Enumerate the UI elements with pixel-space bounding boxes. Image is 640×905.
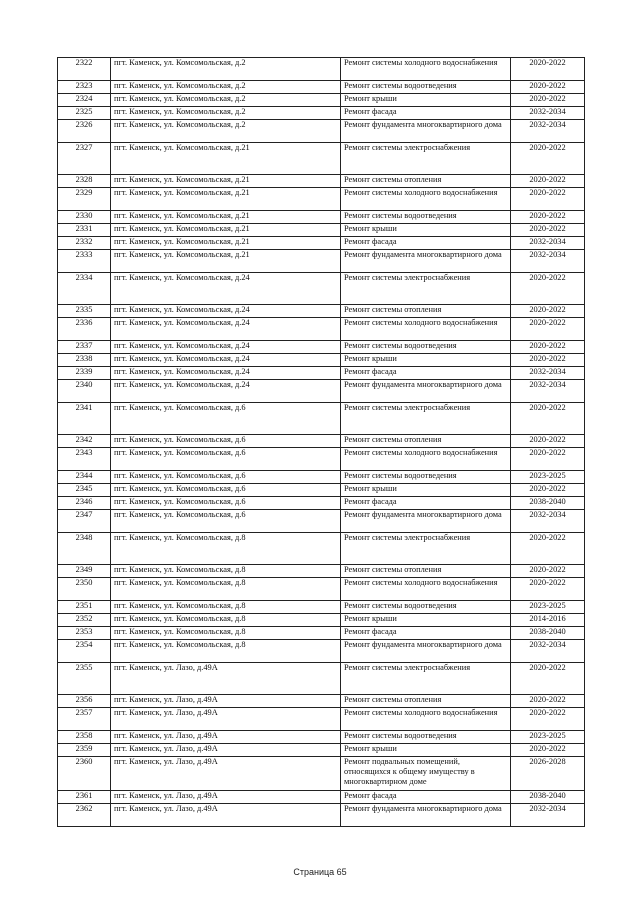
row-number: 2341	[58, 403, 111, 435]
table-row	[58, 237, 585, 250]
row-work-type: Ремонт подвальных помещений, относящихся к общему имуществу в многоквартирном доме	[341, 757, 511, 791]
row-number: 2344	[58, 471, 111, 484]
row-address: пгт. Каменск, ул. Комсомольская, д.6	[111, 510, 341, 533]
row-number: 2335	[58, 305, 111, 318]
row-number: 2327	[58, 143, 111, 175]
row-work-type: Ремонт крыши	[341, 484, 511, 497]
row-period: 2020-2022	[511, 744, 585, 757]
row-number: 2336	[58, 318, 111, 341]
table-row	[58, 318, 585, 341]
row-address: пгт. Каменск, ул. Комсомольская, д.2	[111, 120, 341, 143]
row-number: 2328	[58, 175, 111, 188]
row-number: 2358	[58, 731, 111, 744]
row-address: пгт. Каменск, ул. Лазо, д.49А	[111, 791, 341, 804]
row-work-type: Ремонт крыши	[341, 354, 511, 367]
row-address: пгт. Каменск, ул. Комсомольская, д.21	[111, 224, 341, 237]
row-period: 2020-2022	[511, 188, 585, 211]
table-row	[58, 663, 585, 695]
row-period: 2020-2022	[511, 533, 585, 565]
row-period: 2020-2022	[511, 81, 585, 94]
table-row	[58, 695, 585, 708]
row-address: пгт. Каменск, ул. Лазо, д.49А	[111, 731, 341, 744]
row-work-type: Ремонт фундамента многоквартирного дома	[341, 380, 511, 403]
row-number: 2331	[58, 224, 111, 237]
table-row	[58, 273, 585, 305]
table-row	[58, 601, 585, 614]
table-row	[58, 565, 585, 578]
row-address: пгт. Каменск, ул. Комсомольская, д.24	[111, 354, 341, 367]
row-work-type: Ремонт системы отопления	[341, 305, 511, 318]
row-address: пгт. Каменск, ул. Комсомольская, д.2	[111, 107, 341, 120]
row-work-type: Ремонт фасада	[341, 237, 511, 250]
row-work-type: Ремонт системы холодного водоснабжения	[341, 578, 511, 601]
table-row	[58, 614, 585, 627]
row-period: 2032-2034	[511, 250, 585, 273]
row-period: 2020-2022	[511, 341, 585, 354]
row-work-type: Ремонт крыши	[341, 614, 511, 627]
row-work-type: Ремонт системы холодного водоснабжения	[341, 58, 511, 81]
row-address: пгт. Каменск, ул. Комсомольская, д.24	[111, 273, 341, 305]
row-number: 2334	[58, 273, 111, 305]
row-address: пгт. Каменск, ул. Комсомольская, д.8	[111, 533, 341, 565]
row-number: 2326	[58, 120, 111, 143]
table-row	[58, 533, 585, 565]
row-period: 2023-2025	[511, 731, 585, 744]
row-address: пгт. Каменск, ул. Комсомольская, д.6	[111, 435, 341, 448]
table-row	[58, 211, 585, 224]
row-number: 2355	[58, 663, 111, 695]
row-period: 2020-2022	[511, 318, 585, 341]
row-number: 2348	[58, 533, 111, 565]
row-work-type: Ремонт системы электроснабжения	[341, 273, 511, 305]
row-number: 2357	[58, 708, 111, 731]
row-number: 2362	[58, 804, 111, 827]
row-number: 2322	[58, 58, 111, 81]
row-period: 2032-2034	[511, 380, 585, 403]
row-address: пгт. Каменск, ул. Комсомольская, д.24	[111, 341, 341, 354]
row-address: пгт. Каменск, ул. Комсомольская, д.8	[111, 614, 341, 627]
row-number: 2339	[58, 367, 111, 380]
row-number: 2332	[58, 237, 111, 250]
table-row	[58, 175, 585, 188]
row-number: 2324	[58, 94, 111, 107]
row-number: 2340	[58, 380, 111, 403]
row-work-type: Ремонт фундамента многоквартирного дома	[341, 250, 511, 273]
row-work-type: Ремонт системы электроснабжения	[341, 533, 511, 565]
table-row	[58, 448, 585, 471]
row-number: 2351	[58, 601, 111, 614]
row-work-type: Ремонт системы отопления	[341, 565, 511, 578]
table-row	[58, 627, 585, 640]
row-period: 2032-2034	[511, 367, 585, 380]
row-address: пгт. Каменск, ул. Комсомольская, д.21	[111, 188, 341, 211]
table-row	[58, 484, 585, 497]
table-row	[58, 250, 585, 273]
row-period: 2020-2022	[511, 305, 585, 318]
row-work-type: Ремонт фасада	[341, 791, 511, 804]
row-work-type: Ремонт системы водоотведения	[341, 601, 511, 614]
row-work-type: Ремонт системы отопления	[341, 435, 511, 448]
row-period: 2020-2022	[511, 435, 585, 448]
table-row	[58, 341, 585, 354]
row-work-type: Ремонт системы водоотведения	[341, 211, 511, 224]
row-number: 2354	[58, 640, 111, 663]
row-address: пгт. Каменск, ул. Комсомольская, д.2	[111, 94, 341, 107]
table-row	[58, 804, 585, 827]
row-work-type: Ремонт системы холодного водоснабжения	[341, 708, 511, 731]
row-work-type: Ремонт крыши	[341, 224, 511, 237]
row-number: 2356	[58, 695, 111, 708]
table-row	[58, 471, 585, 484]
row-work-type: Ремонт системы водоотведения	[341, 731, 511, 744]
row-address: пгт. Каменск, ул. Лазо, д.49А	[111, 708, 341, 731]
row-address: пгт. Каменск, ул. Комсомольская, д.24	[111, 367, 341, 380]
row-work-type: Ремонт системы холодного водоснабжения	[341, 188, 511, 211]
row-work-type: Ремонт системы водоотведения	[341, 341, 511, 354]
row-number: 2359	[58, 744, 111, 757]
row-work-type: Ремонт крыши	[341, 744, 511, 757]
table-row	[58, 143, 585, 175]
row-period: 2020-2022	[511, 403, 585, 435]
row-number: 2323	[58, 81, 111, 94]
row-address: пгт. Каменск, ул. Комсомольская, д.24	[111, 305, 341, 318]
row-number: 2337	[58, 341, 111, 354]
table-row	[58, 367, 585, 380]
row-number: 2353	[58, 627, 111, 640]
row-work-type: Ремонт системы электроснабжения	[341, 403, 511, 435]
table-row	[58, 188, 585, 211]
row-address: пгт. Каменск, ул. Комсомольская, д.24	[111, 380, 341, 403]
row-period: 2020-2022	[511, 695, 585, 708]
table-row	[58, 58, 585, 81]
row-period: 2032-2034	[511, 510, 585, 533]
table-row	[58, 81, 585, 94]
row-period: 2020-2022	[511, 224, 585, 237]
row-number: 2342	[58, 435, 111, 448]
table-row	[58, 791, 585, 804]
row-work-type: Ремонт системы электроснабжения	[341, 143, 511, 175]
row-address: пгт. Каменск, ул. Лазо, д.49А	[111, 804, 341, 827]
row-address: пгт. Каменск, ул. Комсомольская, д.6	[111, 403, 341, 435]
row-address: пгт. Каменск, ул. Комсомольская, д.6	[111, 471, 341, 484]
row-period: 2020-2022	[511, 58, 585, 81]
row-period: 2032-2034	[511, 107, 585, 120]
row-period: 2020-2022	[511, 448, 585, 471]
row-address: пгт. Каменск, ул. Лазо, д.49А	[111, 695, 341, 708]
row-number: 2346	[58, 497, 111, 510]
row-period: 2020-2022	[511, 273, 585, 305]
row-number: 2329	[58, 188, 111, 211]
row-work-type: Ремонт крыши	[341, 94, 511, 107]
table-row	[58, 120, 585, 143]
row-period: 2032-2034	[511, 120, 585, 143]
row-work-type: Ремонт системы отопления	[341, 695, 511, 708]
table-row	[58, 435, 585, 448]
row-period: 2020-2022	[511, 354, 585, 367]
table-row	[58, 94, 585, 107]
row-address: пгт. Каменск, ул. Комсомольская, д.24	[111, 318, 341, 341]
row-work-type: Ремонт фундамента многоквартирного дома	[341, 640, 511, 663]
row-work-type: Ремонт системы холодного водоснабжения	[341, 448, 511, 471]
row-address: пгт. Каменск, ул. Комсомольская, д.2	[111, 81, 341, 94]
row-number: 2343	[58, 448, 111, 471]
row-period: 2023-2025	[511, 471, 585, 484]
row-work-type: Ремонт фасада	[341, 627, 511, 640]
row-address: пгт. Каменск, ул. Комсомольская, д.2	[111, 58, 341, 81]
row-number: 2350	[58, 578, 111, 601]
row-number: 2333	[58, 250, 111, 273]
table-row	[58, 305, 585, 318]
row-address: пгт. Каменск, ул. Комсомольская, д.21	[111, 143, 341, 175]
row-number: 2347	[58, 510, 111, 533]
row-period: 2020-2022	[511, 708, 585, 731]
row-address: пгт. Каменск, ул. Комсомольская, д.6	[111, 497, 341, 510]
document-page	[57, 57, 584, 827]
table-row	[58, 403, 585, 435]
row-work-type: Ремонт фасада	[341, 107, 511, 120]
table-row	[58, 497, 585, 510]
table-body	[58, 58, 585, 827]
row-address: пгт. Каменск, ул. Комсомольская, д.21	[111, 175, 341, 188]
table-row	[58, 757, 585, 791]
row-address: пгт. Каменск, ул. Лазо, д.49А	[111, 744, 341, 757]
row-period: 2014-2016	[511, 614, 585, 627]
row-address: пгт. Каменск, ул. Комсомольская, д.6	[111, 448, 341, 471]
table-row	[58, 731, 585, 744]
row-period: 2020-2022	[511, 175, 585, 188]
row-work-type: Ремонт системы водоотведения	[341, 81, 511, 94]
row-period: 2020-2022	[511, 578, 585, 601]
row-address: пгт. Каменск, ул. Комсомольская, д.21	[111, 250, 341, 273]
row-address: пгт. Каменск, ул. Комсомольская, д.21	[111, 237, 341, 250]
table-row	[58, 354, 585, 367]
row-address: пгт. Каменск, ул. Комсомольская, д.8	[111, 565, 341, 578]
row-period: 2032-2034	[511, 640, 585, 663]
table-row	[58, 510, 585, 533]
row-period: 2020-2022	[511, 484, 585, 497]
row-work-type: Ремонт фундамента многоквартирного дома	[341, 510, 511, 533]
row-period: 2038-2040	[511, 791, 585, 804]
table-row	[58, 640, 585, 663]
row-period: 2032-2034	[511, 804, 585, 827]
table-row	[58, 224, 585, 237]
row-period: 2038-2040	[511, 497, 585, 510]
row-address: пгт. Каменск, ул. Лазо, д.49А	[111, 663, 341, 695]
table-row	[58, 744, 585, 757]
row-address: пгт. Каменск, ул. Комсомольская, д.21	[111, 211, 341, 224]
row-number: 2325	[58, 107, 111, 120]
row-address: пгт. Каменск, ул. Комсомольская, д.8	[111, 640, 341, 663]
row-address: пгт. Каменск, ул. Комсомольская, д.8	[111, 601, 341, 614]
row-period: 2032-2034	[511, 237, 585, 250]
table-row	[58, 578, 585, 601]
row-address: пгт. Каменск, ул. Комсомольская, д.6	[111, 484, 341, 497]
row-work-type: Ремонт фасада	[341, 497, 511, 510]
row-work-type: Ремонт фундамента многоквартирного дома	[341, 120, 511, 143]
row-address: пгт. Каменск, ул. Комсомольская, д.8	[111, 627, 341, 640]
row-period: 2020-2022	[511, 94, 585, 107]
repair-schedule-table	[57, 57, 585, 827]
row-number: 2345	[58, 484, 111, 497]
row-work-type: Ремонт системы водоотведения	[341, 471, 511, 484]
table-row	[58, 708, 585, 731]
row-number: 2360	[58, 757, 111, 791]
table-row	[58, 107, 585, 120]
row-address: пгт. Каменск, ул. Лазо, д.49А	[111, 757, 341, 791]
row-work-type: Ремонт фасада	[341, 367, 511, 380]
row-period: 2020-2022	[511, 565, 585, 578]
row-period: 2023-2025	[511, 601, 585, 614]
row-period: 2020-2022	[511, 663, 585, 695]
row-number: 2349	[58, 565, 111, 578]
row-period: 2038-2040	[511, 627, 585, 640]
row-number: 2352	[58, 614, 111, 627]
row-period: 2026-2028	[511, 757, 585, 791]
row-work-type: Ремонт фундамента многоквартирного дома	[341, 804, 511, 827]
row-period: 2020-2022	[511, 211, 585, 224]
row-number: 2330	[58, 211, 111, 224]
table-row	[58, 380, 585, 403]
row-work-type: Ремонт системы электроснабжения	[341, 663, 511, 695]
row-work-type: Ремонт системы отопления	[341, 175, 511, 188]
row-number: 2338	[58, 354, 111, 367]
row-number: 2361	[58, 791, 111, 804]
row-period: 2020-2022	[511, 143, 585, 175]
row-work-type: Ремонт системы холодного водоснабжения	[341, 318, 511, 341]
page-number: Страница 65	[293, 867, 347, 877]
row-address: пгт. Каменск, ул. Комсомольская, д.8	[111, 578, 341, 601]
